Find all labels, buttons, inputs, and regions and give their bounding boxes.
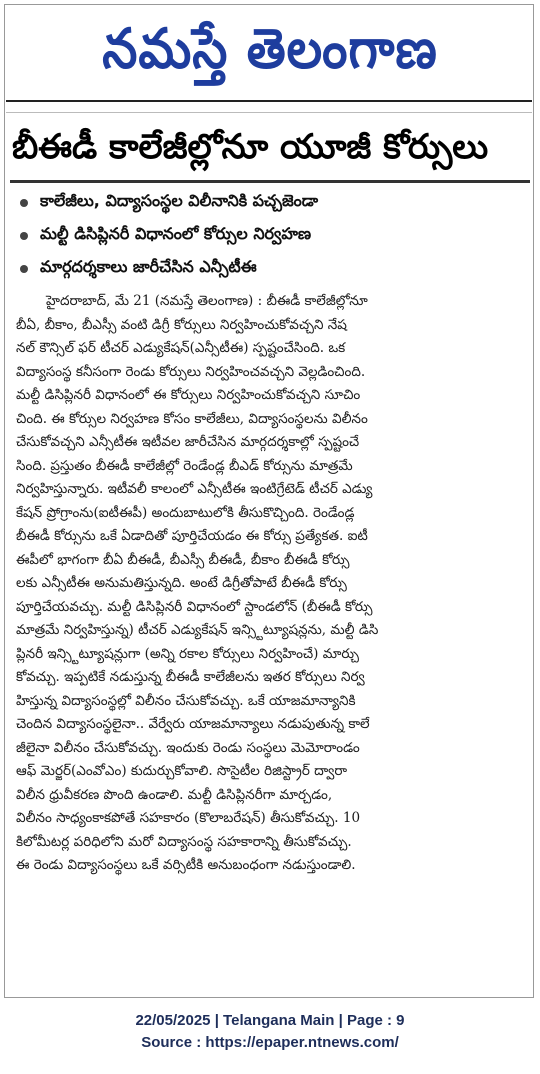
- body-line: ప్లినరీ ఇన్స్టిట్యూషన్లుగా (అన్ని రకాల కోర్సులు నిర్వహించే) మార్చు: [16, 645, 359, 662]
- bullet-list: [20, 186, 530, 285]
- body-line: హైదరాబాద్, మే 21 (నమస్తే తెలంగాణ) : బీఈడీ కాలేజీల్లోనూ: [46, 293, 368, 309]
- body-line: నల్ కౌన్సిల్ ఫర్ టీచర్ ఎడ్యుకేషన్(ఎన్సీటీఈ) స్పష్టంచేసింది. ఒక: [16, 340, 346, 356]
- body-line: హిస్తున్న విద్యాసంస్థల్లో విలీనం చేసుకోవచ్చు. ఒకే యాజమాన్యానికి: [16, 692, 356, 709]
- body-line: ఈపీలో భాగంగా బీఏ బీఈడీ, బీఎస్సీ బీఈడీ, బీకాం బీఈడీ కోర్సు: [16, 551, 350, 568]
- bullet-text: మల్టీ డిసిప్లినరీ విధానంలో కోర్సుల నిర్వహణ: [40, 224, 312, 243]
- body-line: చేసుకోవచ్చని ఎన్సీటీఈ ఇటీవల జారీచేసిన మార్గదర్శకాల్లో స్పష్టంచే: [16, 434, 360, 450]
- body-line: విద్యాసంస్థ కనీసంగా రెండు కోర్సులు నిర్వహించవచ్చని వెల్లడించింది.: [16, 363, 366, 380]
- body-line: విలీన ధ్రువీకరణ పొంది ఉండాలి. మల్టీ డిసిప్లినరీగా మార్చడం,: [16, 786, 333, 803]
- body-line: ఈ రెండు విద్యాసంస్థలు ఒకే వర్సిటీకి అనుబంధంగా నడుస్తుండాలి.: [16, 857, 356, 873]
- body-line: కోవచ్చు. ఇప్పటికే నడుస్తున్న బీఈడీ కాలేజీలను ఇతర కోర్సులు నిర్వ: [16, 669, 365, 685]
- body-line: విలీనం సాధ్యంకాకపోతే సహకారం (కొలాబరేషన్) తీసుకోవచ్చు. 10: [16, 810, 361, 826]
- body-line: జీలైనా విలీనం చేసుకోవచ్చు. ఇందుకు రెండు సంస్థలు మెమోరాండం: [16, 739, 360, 756]
- masthead-rule-thin: [6, 112, 532, 113]
- bullet-text: మార్గదర్శకాలు జారీచేసిన ఎన్సీటీఈ: [40, 257, 257, 276]
- body-line: బీఏ, బీకాం, బీఎస్సీ వంటి డిగ్రీ కోర్సులు నిర్వహించుకోవచ్చని నేష: [16, 316, 347, 333]
- body-line: పూర్తిచేయవచ్చు. మల్టీ డిసిప్లినరీ విధానంలో స్టాండలోన్ (బీఈడీ కోర్సు: [16, 598, 373, 615]
- headline-rule: [10, 180, 530, 183]
- body-line: నిర్వహిస్తున్నారు. ఇటీవలీ కాలంలో ఎన్సీటీఈ ఇంటిగ్రేటెడ్ టీచర్ ఎడ్యు: [16, 481, 373, 497]
- footer-date-edition: 22/05/2025 | Telangana Main | Page : 9: [135, 1012, 405, 1029]
- body-line: మాత్రమే నిర్వహిస్తున్న) టీచర్ ఎడ్యుకేషన్ ఇన్స్టిట్యూషన్లను, మల్టీ డిసి: [16, 622, 379, 638]
- footer-source: Source : https://epaper.ntnews.com/: [141, 1034, 399, 1051]
- newspaper-logo: నమస్తే తెలంగాణ: [102, 17, 438, 81]
- body-line: ఆఫ్ మెర్జర్(ఎంవోఎం) కుదుర్చుకోవాలి. సొసైటీల రిజిస్ట్రార్ ద్వారా: [16, 763, 347, 779]
- article-body: [16, 290, 528, 878]
- bullet-item: [20, 252, 530, 285]
- body-line: చింది. ఈ కోర్సుల నిర్వహణ కోసం కాలేజీలు, విద్యాసంస్థలను విలీనం: [16, 410, 368, 427]
- bullet-dot-icon: [20, 199, 28, 207]
- bullet-item: [20, 186, 530, 219]
- body-line: సింది. ప్రస్తుతం బీఈడీ కాలేజీల్లో రెండేండ్ల బీఎడ్ కోర్సును మాత్రమే: [16, 457, 353, 474]
- masthead: [0, 6, 540, 92]
- body-line: చెందిన విద్యాసంస్థలైనా.. వేర్వేరు యాజమాన్యాలు నడుపుతున్న కాలే: [16, 716, 370, 732]
- bullet-text: కాలేజీలు, విద్యాసంస్థల విలీనానికి పచ్చజెండా: [40, 191, 319, 210]
- bullet-dot-icon: [20, 232, 28, 240]
- bullet-dot-icon: [20, 265, 28, 273]
- bullet-item: [20, 219, 530, 252]
- article-headline: బీఈడీ కాలేజీల్లోనూ యూజీ కోర్సులు: [12, 127, 489, 167]
- masthead-rule: [6, 100, 532, 102]
- body-line: కిలోమీటర్ల పరిధిలోని మరో విద్యాసంస్థ సహకారాన్ని తీసుకోవచ్చు.: [16, 833, 352, 850]
- body-line: కేషన్ ప్రోగ్రాంను(ఐటీఈపీ) అందుబాటులోకి తీసుకొచ్చింది. రెండేండ్ల: [16, 504, 355, 521]
- body-line: మల్టీ డిసిప్లినరీ విధానంలో ఈ కోర్సులు నిర్వహించుకోవచ్చని సూచిం: [16, 387, 361, 403]
- body-line: లకు ఎన్సీటీఈ అనుమతిస్తున్నది. అంటే డిగ్రీతోపాటే బీఈడీ కోర్సు: [16, 575, 347, 591]
- body-line: బీఈడీ కోర్సును ఒకే ఏడాదితో పూర్తిచేయడం ఈ కోర్సు ప్రత్యేకత. ఐటీ: [16, 528, 368, 544]
